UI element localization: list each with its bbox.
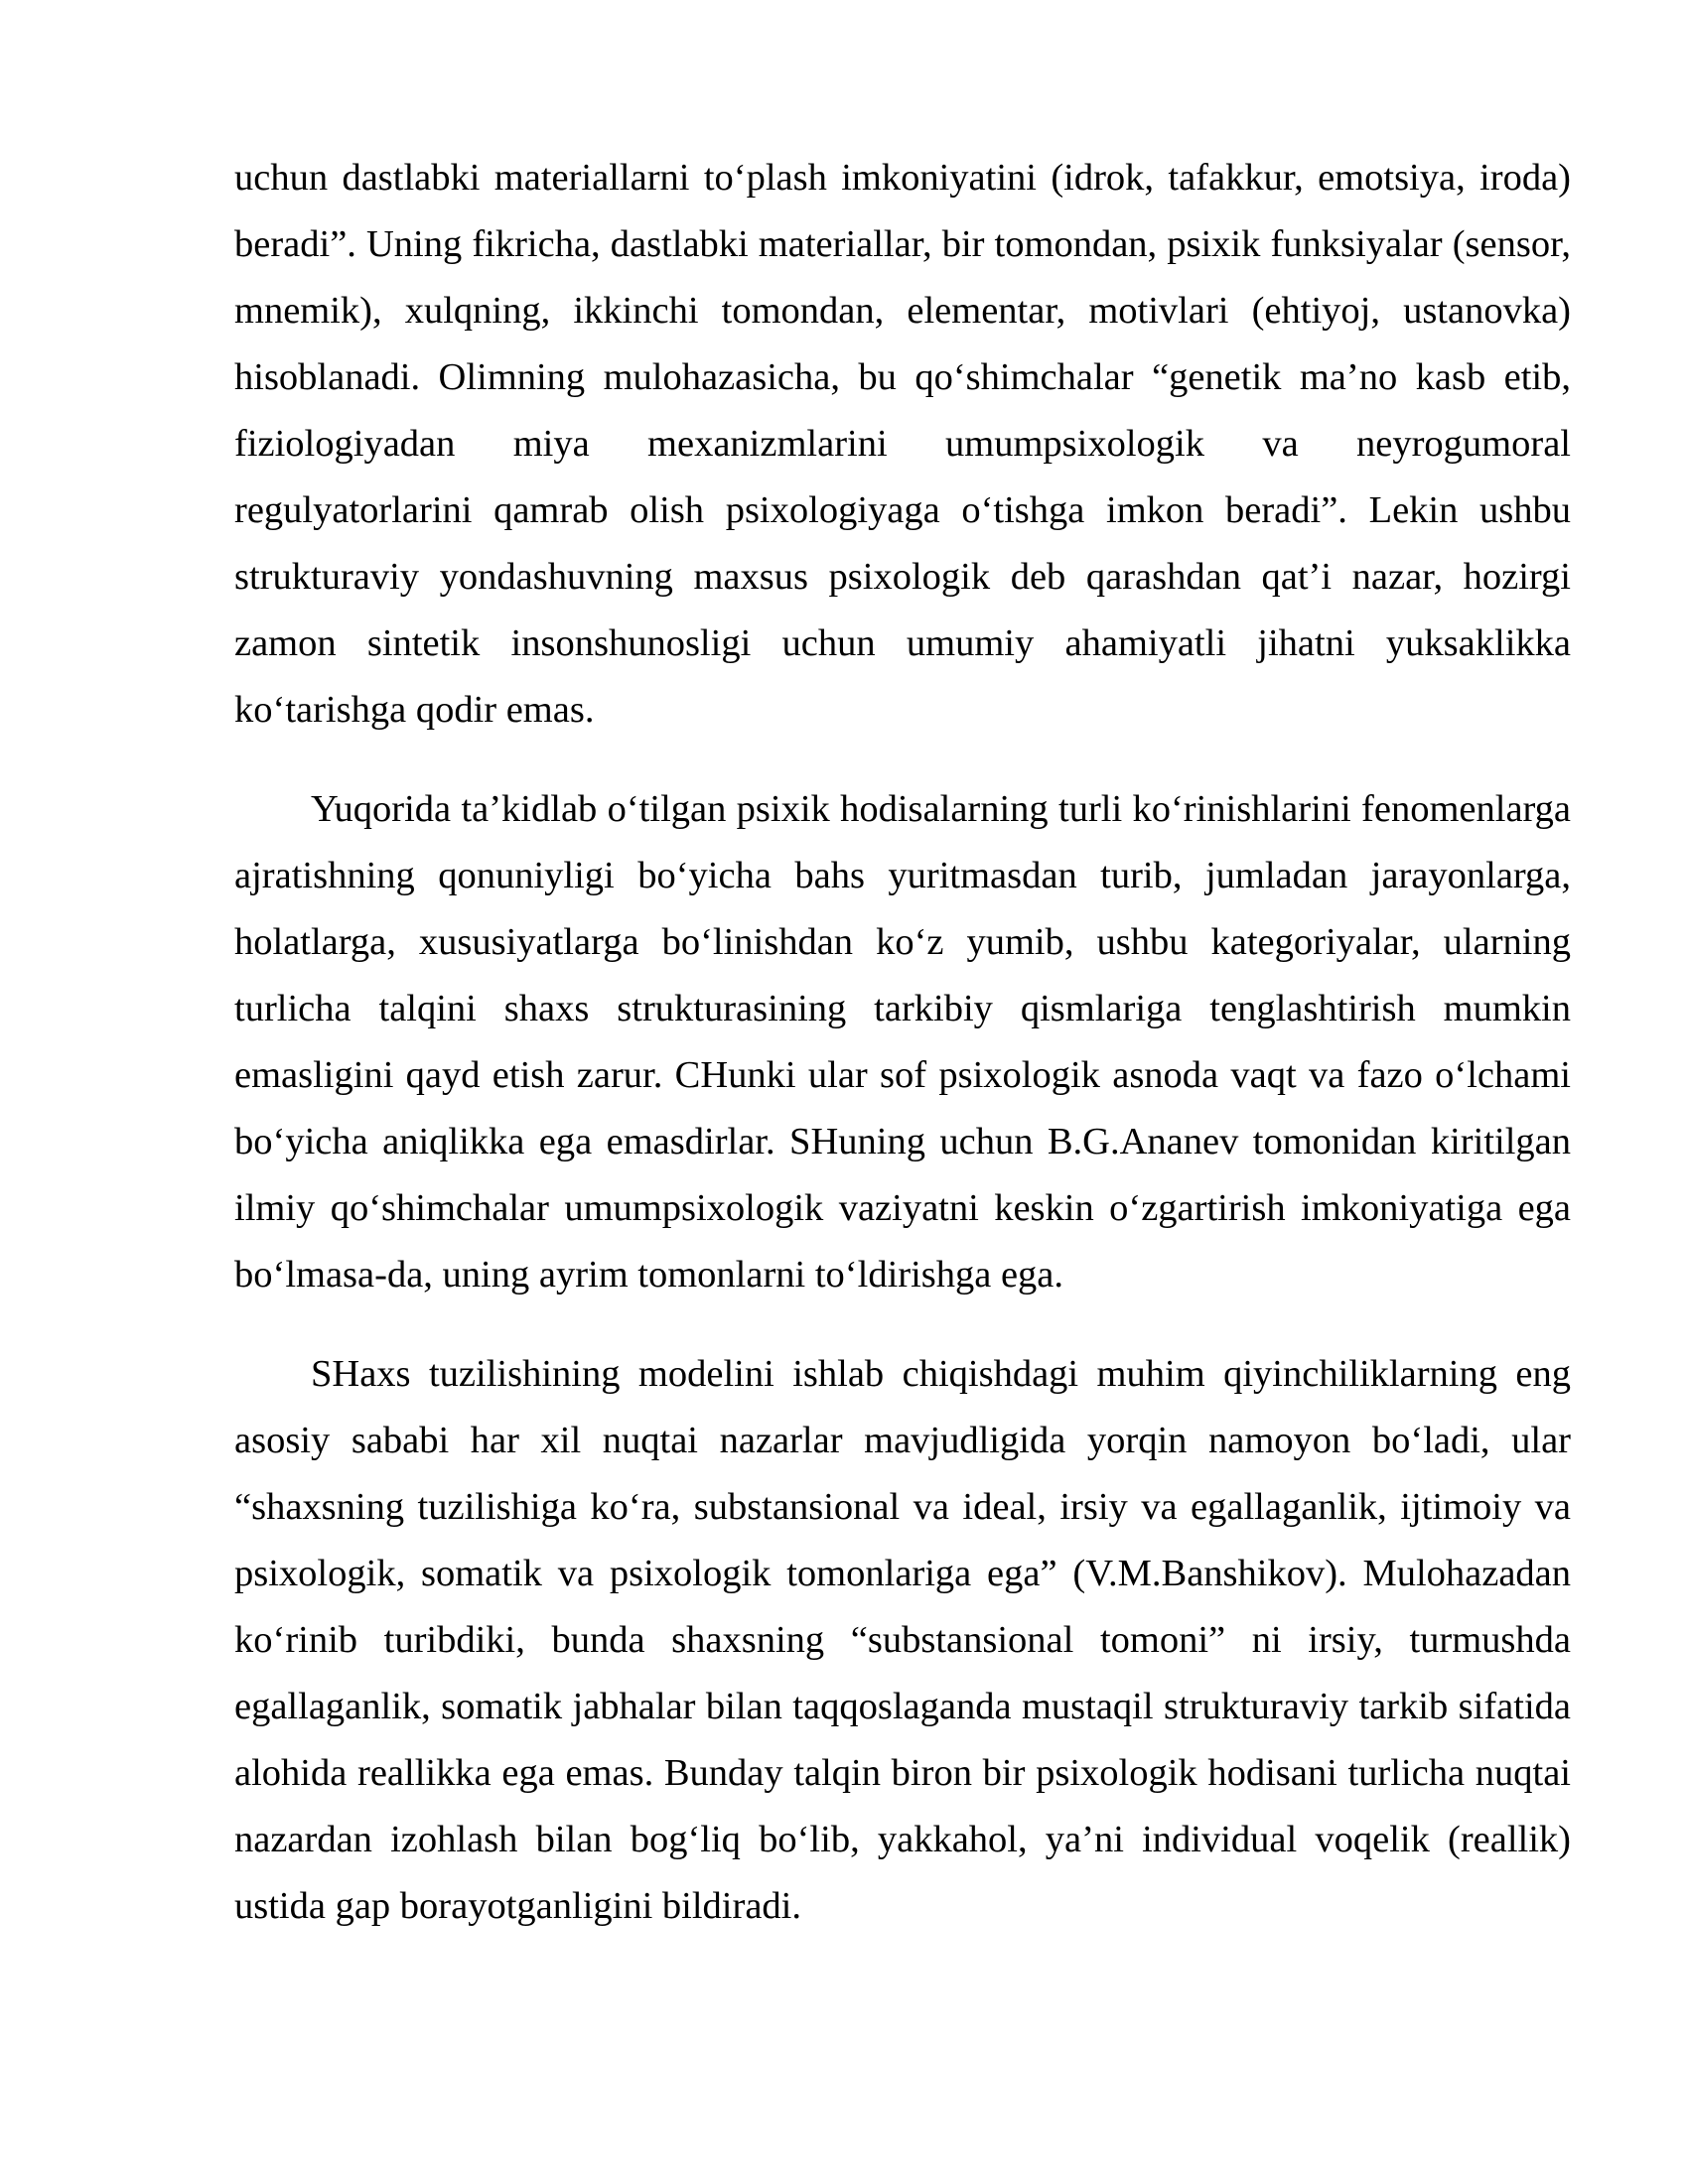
text-line: “shaxsning tuzilishiga ko‘ra, substansional va ideal, irsiy va egallaganlik, ijtimoiy va — [234, 1486, 1571, 1528]
text-line: fiziologiyadan miya mexanizmlarini umumpsixologik va neyrogumoral — [234, 423, 1571, 465]
paragraph — [234, 776, 1571, 1308]
text-line: alohida reallikka ega emas. Bunday talqin biron bir psixologik hodisani turlicha nuqtai — [234, 1752, 1571, 1794]
paragraph — [234, 1341, 1571, 1940]
text-line: ko‘tarishga qodir emas. — [234, 689, 595, 731]
text-line: nazardan izohlash bilan bog‘liq bo‘lib, yakkahol, ya’ni individual voqelik (reallik) — [234, 1819, 1571, 1860]
text-line: hisoblanadi. Olimning mulohazasicha, bu qo‘shimchalar “genetik ma’no kasb etib, — [234, 356, 1571, 398]
text-line: ko‘rinib turibdiki, bunda shaxsning “substansional tomoni” ni irsiy, turmushda — [234, 1619, 1571, 1661]
text-line: emasligini qayd etish zarur. CHunki ular sof psixologik asnoda vaqt va fazo o‘lchami — [234, 1054, 1571, 1096]
text-line: asosiy sababi har xil nuqtai nazarlar mavjudligida yorqin namoyon bo‘ladi, ular — [234, 1420, 1571, 1461]
text-line: ilmiy qo‘shimchalar umumpsixologik vaziyatni keskin o‘zgartirish imkoniyatiga ega — [234, 1187, 1571, 1229]
text-line: ajratishning qonuniyligi bo‘yicha bahs yuritmasdan turib, jumladan jarayonlarga, — [234, 855, 1571, 896]
text-line: regulyatorlarini qamrab olish psixologiyaga o‘tishga imkon beradi”. Lekin ushbu — [234, 489, 1571, 531]
document-body — [234, 145, 1571, 1940]
text-line: SHaxs tuzilishining modelini ishlab chiqishdagi muhim qiyinchiliklarning eng — [311, 1353, 1571, 1395]
text-line: bo‘lmasa-da, uning ayrim tomonlarni to‘ldirishga ega. — [234, 1254, 1064, 1296]
text-line: uchun dastlabki materiallarni to‘plash imkoniyatini (idrok, tafakkur, emotsiya, iroda) — [234, 157, 1571, 199]
text-line: bo‘yicha aniqlikka ega emasdirlar. SHuning uchun B.G.Ananev tomonidan kiritilgan — [234, 1121, 1571, 1162]
text-line: ustida gap borayotganligini bildiradi. — [234, 1885, 801, 1927]
text-line: turlicha talqini shaxs strukturasining tarkibiy qismlariga tenglashtirish mumkin — [234, 988, 1571, 1029]
text-line: holatlarga, xususiyatlarga bo‘linishdan ko‘z yumib, ushbu kategoriyalar, ularning — [234, 921, 1571, 963]
text-line: mnemik), xulqning, ikkinchi tomondan, elementar, motivlari (ehtiyoj, ustanovka) — [234, 290, 1571, 332]
text-line: egallaganlik, somatik jabhalar bilan taqqoslaganda mustaqil strukturaviy tarkib sifatida — [234, 1686, 1571, 1727]
text-line: psixologik, somatik va psixologik tomonlariga ega” (V.M.Banshikov). Mulohazadan — [234, 1553, 1571, 1594]
text-line: beradi”. Uning fikricha, dastlabki materiallar, bir tomondan, psixik funksiyalar (sensor, — [234, 223, 1571, 265]
text-line: zamon sintetik insonshunosligi uchun umumiy ahamiyatli jihatni yuksaklikka — [234, 622, 1571, 664]
text-line: Yuqorida ta’kidlab o‘tilgan psixik hodisalarning turli ko‘rinishlarini fenomenlarga — [311, 788, 1571, 830]
paragraph — [234, 145, 1571, 744]
text-line: strukturaviy yondashuvning maxsus psixologik deb qarashdan qat’i nazar, hozirgi — [234, 556, 1571, 598]
